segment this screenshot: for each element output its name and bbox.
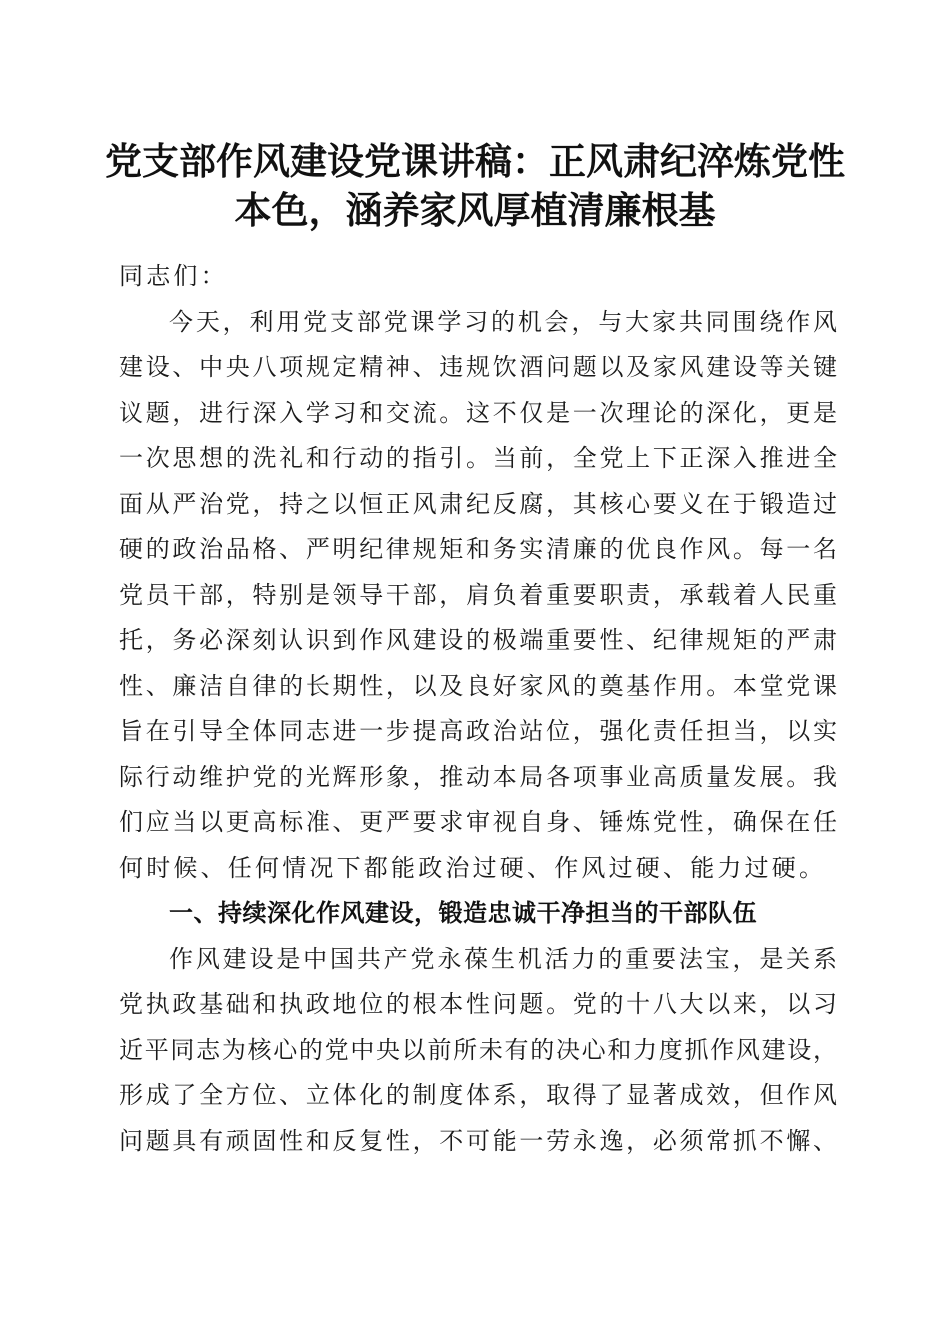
paragraph-line: 近平同志为核心的党中央以前所未有的决心和力度抓作风建设，: [119, 1035, 837, 1064]
paragraph-line: 作风建设是中国共产党永葆生机活力的重要法宝，是关系: [169, 944, 837, 973]
paragraph-line: 托，务必深刻认识到作风建设的极端重要性、纪律规矩的严肃: [119, 626, 837, 654]
title-line: 党支部作风建设党课讲稿：正风肃纪淬炼党性: [105, 139, 845, 183]
paragraph-line: 建设、中央八项规定精神、违规饮酒问题以及家风建设等关键: [119, 353, 837, 381]
document-title: [100, 137, 850, 235]
paragraph-line: 硬的政治品格、严明纪律规矩和务实清廉的优良作风。每一名: [119, 535, 837, 563]
paragraph-line: 旨在引导全体同志进一步提高政治站位，强化责任担当，以实: [119, 717, 837, 745]
paragraph-line: 党员干部，特别是领导干部，肩负着重要职责，承载着人民重: [119, 580, 837, 609]
intro-paragraph: [119, 300, 837, 892]
paragraph-line: 们应当以更高标准、更严要求审视自身、锤炼党性，确保在任: [119, 808, 837, 836]
paragraph-line: 党执政基础和执政地位的根本性问题。党的十八大以来，以习: [119, 990, 837, 1018]
paragraph-line: 何时候、任何情况下都能政治过硬、作风过硬、能力过硬。: [119, 853, 827, 882]
section-paragraph: [119, 937, 837, 1165]
salutation: 同志们：: [119, 262, 228, 290]
paragraph-line: 性、廉洁自律的长期性，以及良好家风的奠基作用。本堂党课: [119, 671, 837, 700]
paragraph-line: 一次思想的洗礼和行动的指引。当前，全党上下正深入推进全: [119, 444, 837, 472]
paragraph-line: 议题，进行深入学习和交流。这不仅是一次理论的深化，更是: [119, 398, 837, 427]
title-line: 本色，涵养家风厚植清廉根基: [234, 188, 716, 232]
document-body: [119, 254, 837, 1164]
section-heading: 一、持续深化作风建设，锻造忠诚干净担当的干部队伍: [169, 899, 757, 927]
paragraph-line: 面从严治党，持之以恒正风肃纪反腐，其核心要义在于锻造过: [119, 489, 837, 518]
paragraph-line: 今天，利用党支部党课学习的机会，与大家共同围绕作风: [169, 307, 837, 336]
paragraph-line: 际行动维护党的光辉形象，推动本局各项事业高质量发展。我: [119, 762, 837, 791]
paragraph-line: 形成了全方位、立体化的制度体系，取得了显著成效，但作风: [119, 1081, 837, 1109]
paragraph-line: 问题具有顽固性和反复性，不可能一劳永逸，必须常抓不懈、: [119, 1126, 837, 1155]
